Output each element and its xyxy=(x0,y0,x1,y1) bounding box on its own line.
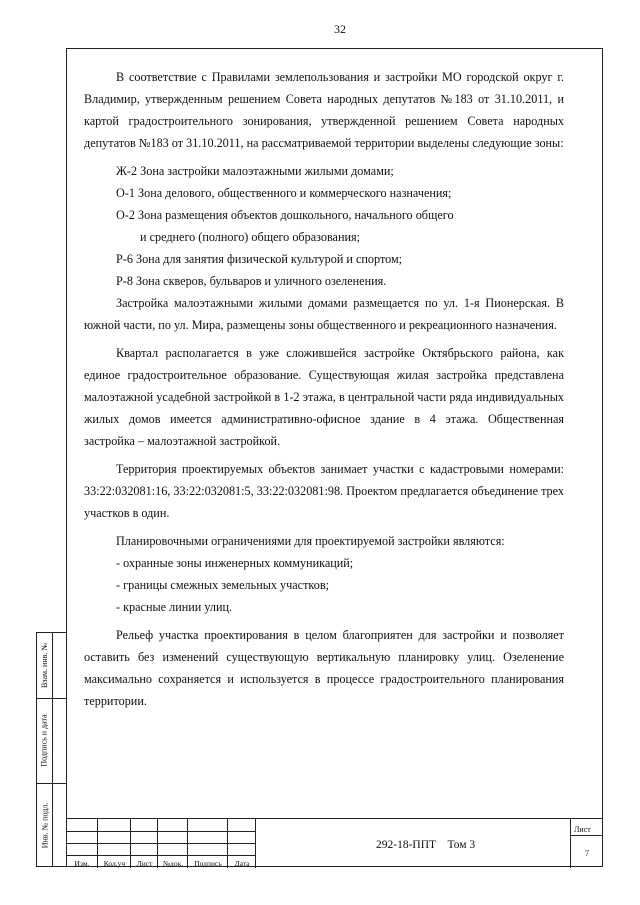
document-code: 292-18-ППТ Том 3 xyxy=(376,839,476,851)
document-body xyxy=(84,66,564,712)
header-quantity: Кол.уч xyxy=(103,859,126,868)
header-sheet: Лист xyxy=(136,859,153,868)
side-stamp xyxy=(36,632,66,867)
zone-item-r6: Р-6 Зона для занятия физической культурой и спортом; xyxy=(116,252,403,266)
sheet-label: Лист xyxy=(574,825,591,834)
zone-item-r8: Р-8 Зона скверов, бульваров и уличного озеленения. xyxy=(116,274,387,288)
side-label-original-inv: Инв. № подл. xyxy=(40,802,49,849)
header-signature: Подпись xyxy=(194,859,222,868)
page-number: 32 xyxy=(334,22,346,36)
header-doc-number: №док. xyxy=(162,859,184,868)
restriction-item-red-lines: - красные линии улиц. xyxy=(116,600,233,614)
sheet-number: 7 xyxy=(585,849,589,858)
zone-item-o1: О-1 Зона делового, общественного и коммерческого назначения; xyxy=(116,186,452,200)
paragraph-zoning-intro: В соответствие с Правилами землепользования и застройки МО городской округ г. Владимир, утвержденным решением Совета народных депутатов №183 от 31.10.2011, и картой градостроительного зонирования, утвержденной решением Совета народных депутатов №183 от 31.10.2011, на рассматриваемой территории выделены следующие зоны: xyxy=(84,70,564,150)
paragraph-low-rise: Застройка малоэтажными жилыми домами размещается по ул. 1-я Пионерская. В южной части, по ул. Мира, размещены зоны общественного и рекреационного назначения. xyxy=(84,296,564,332)
side-label-replacement-inv: Взам. инв. № xyxy=(40,642,49,689)
zone-item-o2: О-2 Зона размещения объектов дошкольного, начального общего xyxy=(116,208,454,222)
paragraph-quarter: Квартал располагается в уже сложившейся застройке Октябрьского района, как единое градостроительное образование. Существующая жилая застройка представлена малоэтажной усадебной застройкой в 1-2 этажа, в центральной части ряда индивидуальных жилых домов имеется административно-офисное здание в 4 этажа. Общественная застройка – малоэтажной застройкой. xyxy=(84,346,564,448)
restriction-item-utilities: - охранные зоны инженерных коммуникаций; xyxy=(116,556,354,570)
header-date: Дата xyxy=(234,859,250,868)
paragraph-territory: Территория проектируемых объектов занимает участки с кадастровыми номерами: 33:22:032081:16, 33:22:032081:5, 33:22:032081:98. Проектом предлагается объединение трех участков в один. xyxy=(84,462,564,520)
zone-item-o2-continued: и среднего (полного) общего образования; xyxy=(140,230,360,244)
zone-item-zh2: Ж-2 Зона застройки малоэтажными жилыми домами; xyxy=(116,164,394,178)
side-label-signature-date: Подпись и дата xyxy=(40,714,49,767)
title-block xyxy=(66,818,603,867)
paragraph-relief: Рельеф участка проектирования в целом благоприятен для застройки и позволяет оставить без изменений существующую вертикальную планировку улиц. Озеленение максимально сохраняется и используется в процессе градостроительного планирования территории. xyxy=(84,628,564,708)
restriction-item-boundaries: - границы смежных земельных участков; xyxy=(116,578,329,592)
header-change: Изм. xyxy=(74,859,90,868)
paragraph-restrictions: Планировочными ограничениями для проектируемой застройки являются: xyxy=(116,534,505,548)
